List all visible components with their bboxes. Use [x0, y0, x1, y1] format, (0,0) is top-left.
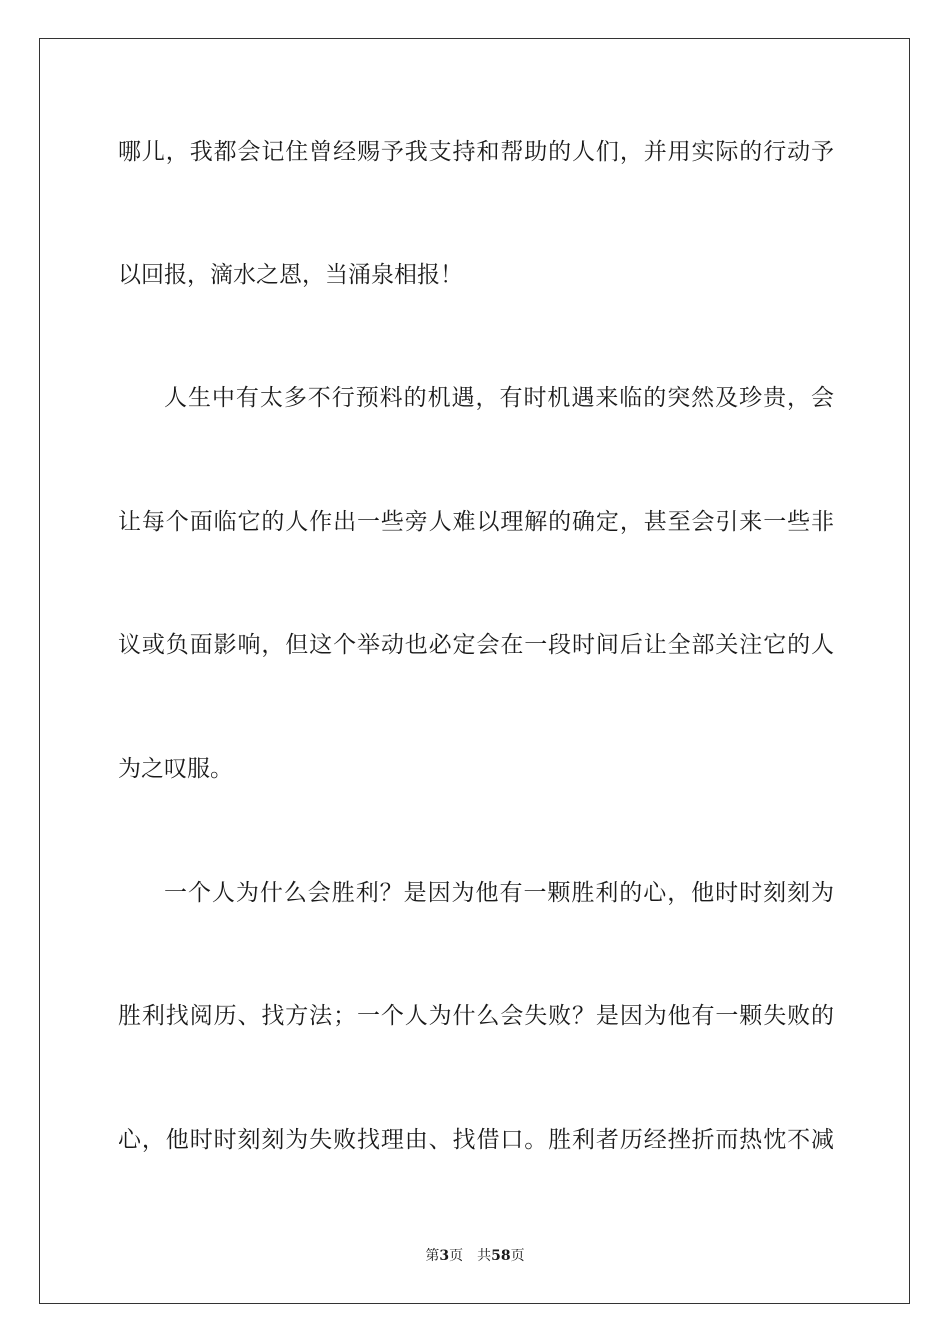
text-line: 为之叹服。 [118, 756, 233, 782]
text-line: 胜利找阅历、找方法；一个人为什么会失败？是因为他有一颗失败的 [118, 1003, 834, 1029]
page-footer [0, 1246, 950, 1266]
text-line: 哪儿，我都会记住曾经赐予我支持和帮助的人们，并用实际的行动予 [118, 139, 834, 165]
text-line: 以回报，滴水之恩，当涌泉相报！ [118, 262, 463, 288]
page-suffix: 页 [449, 1248, 464, 1264]
paragraph-first-line: 人生中有太多不行预料的机遇，有时机遇来临的突然及珍贵，会 [164, 385, 834, 411]
page-frame [39, 38, 910, 1304]
total-suffix: 页 [510, 1248, 525, 1264]
text-line: 心，他时时刻刻为失败找理由、找借口。胜利者历经挫折而热忱不减 [118, 1127, 834, 1153]
page-total: 58 [491, 1248, 511, 1264]
page-current: 3 [439, 1248, 450, 1264]
paragraph-first-line: 一个人为什么会胜利？是因为他有一颗胜利的心，他时时刻刻为 [164, 880, 834, 906]
page-prefix: 第 [425, 1248, 440, 1264]
total-prefix: 共 [477, 1248, 492, 1264]
text-line: 让每个面临它的人作出一些旁人难以理解的确定，甚至会引来一些非 [118, 509, 834, 535]
text-line: 议或负面影响，但这个举动也必定会在一段时间后让全部关注它的人 [118, 632, 834, 658]
